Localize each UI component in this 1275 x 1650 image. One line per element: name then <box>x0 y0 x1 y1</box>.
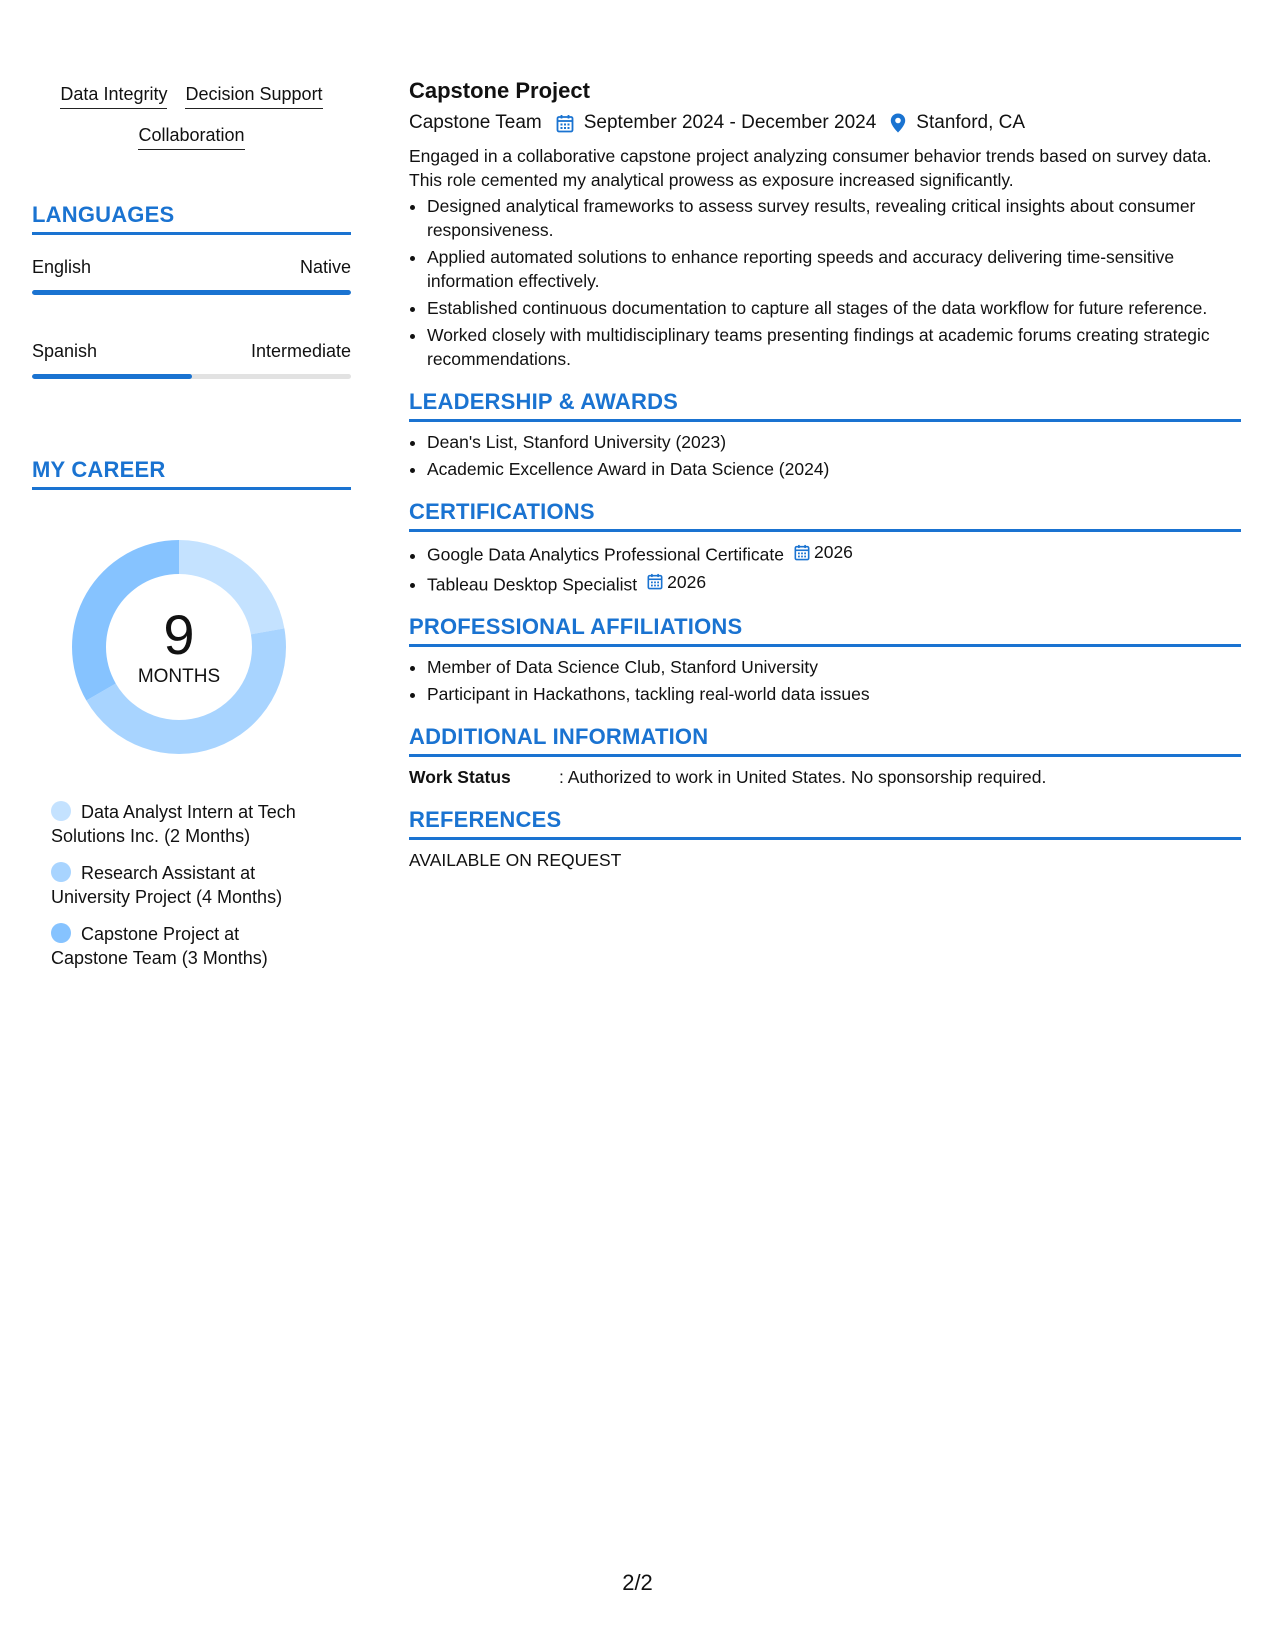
legend-dot <box>51 862 71 882</box>
affiliations-list <box>409 655 1241 706</box>
certification-year: 2026 <box>667 571 707 592</box>
legend-item <box>51 861 321 909</box>
language-name: Spanish <box>32 341 98 361</box>
calendar-icon <box>647 573 663 590</box>
job-title: Capstone Project <box>409 78 590 103</box>
career-donut-chart <box>64 532 294 762</box>
certification-year: 2026 <box>813 542 853 562</box>
calendar-icon <box>556 114 574 133</box>
additional-heading: ADDITIONAL INFORMATION <box>409 724 1241 757</box>
list-item: • Participant in Hackathons, tackling real-world data issues <box>427 682 1241 706</box>
list-item <box>427 540 1241 567</box>
legend-dot <box>51 923 71 943</box>
job-meta <box>409 112 1241 134</box>
legend-item <box>51 922 321 970</box>
skill-tag: Decision Support <box>185 82 322 109</box>
job-dates: September 2024 - December 2024 <box>583 112 877 133</box>
list-item: • Dean's List, Stanford University (2023) <box>427 430 1241 454</box>
legend-item <box>51 800 321 848</box>
location-pin-icon <box>890 113 906 133</box>
leadership-section <box>409 389 1241 481</box>
job-description: Engaged in a collaborative capstone project analyzing consumer behavior trends based on survey data. This role cemented my analytical prowess as exposure increased significantly. <box>409 146 1212 190</box>
certification-date <box>647 570 706 594</box>
certifications-section <box>409 499 1241 596</box>
legend-label: Capstone Project at Capstone Team (3 Months) <box>51 924 268 968</box>
work-status-label: Work Status <box>409 767 511 787</box>
certification-name: Google Data Analytics Professional Certificate <box>427 544 784 565</box>
job-company: Capstone Team <box>409 112 542 133</box>
skill-tag: Data Integrity <box>60 82 167 109</box>
legend-label: Research Assistant at University Project (4 Months) <box>51 863 283 907</box>
affiliations-heading: PROFESSIONAL AFFILIATIONS <box>409 614 1241 647</box>
certifications-list <box>409 540 1241 596</box>
right-column <box>409 78 1241 872</box>
references-section <box>409 807 1241 872</box>
leadership-list <box>409 430 1241 481</box>
list-item: • Academic Excellence Award in Data Science (2024) <box>427 457 1241 481</box>
career-heading: MY CAREER <box>32 457 351 490</box>
language-row <box>32 341 351 362</box>
languages-heading: LANGUAGES <box>32 202 351 235</box>
certification-date <box>794 540 853 564</box>
references-heading: REFERENCES <box>409 807 1241 840</box>
job-bullets <box>409 194 1241 371</box>
career-legend <box>32 800 351 970</box>
certifications-heading: CERTIFICATIONS <box>409 499 1241 532</box>
left-column <box>32 82 351 983</box>
language-bar-fill <box>32 374 192 379</box>
language-level: Intermediate <box>250 341 351 361</box>
leadership-heading: LEADERSHIP & AWARDS <box>409 389 1241 422</box>
skills-tags <box>32 82 351 150</box>
languages-section <box>32 202 351 379</box>
career-total-months: 9 <box>163 603 195 666</box>
list-item: • Member of Data Science Club, Stanford University <box>427 655 1241 679</box>
language-row <box>32 257 351 278</box>
page-number: 2/2 <box>622 1570 653 1595</box>
work-status-value: : Authorized to work in United States. No sponsorship required. <box>559 767 1047 787</box>
affiliations-section <box>409 614 1241 706</box>
language-bar <box>32 374 351 379</box>
list-item: • Worked closely with multidisciplinary teams presenting findings at academic forums creating strategic recommendations. <box>427 323 1241 371</box>
references-text: AVAILABLE ON REQUEST <box>409 850 622 870</box>
career-total-unit: MONTHS <box>137 666 221 687</box>
language-level: Native <box>299 257 351 277</box>
certification-name: Tableau Desktop Specialist <box>427 574 638 594</box>
list-item <box>427 570 1241 597</box>
legend-dot <box>51 801 71 821</box>
donut-center <box>64 532 294 762</box>
job-location: Stanford, CA <box>916 112 1026 133</box>
additional-section <box>409 724 1241 789</box>
calendar-icon <box>794 544 810 561</box>
legend-label: Data Analyst Intern at Tech Solutions Inc. (2 Months) <box>51 802 296 846</box>
skill-tag: Collaboration <box>138 123 244 150</box>
list-item: • Established continuous documentation to capture all stages of the data workflow for future reference. <box>427 296 1241 320</box>
work-status-row <box>409 765 1241 789</box>
list-item: • Designed analytical frameworks to assess survey results, revealing critical insights about consumer responsiveness. <box>427 194 1241 242</box>
language-name: English <box>32 257 92 277</box>
career-section <box>32 457 351 970</box>
list-item: • Applied automated solutions to enhance reporting speeds and accuracy delivering time-sensitive information effectively. <box>427 245 1241 293</box>
